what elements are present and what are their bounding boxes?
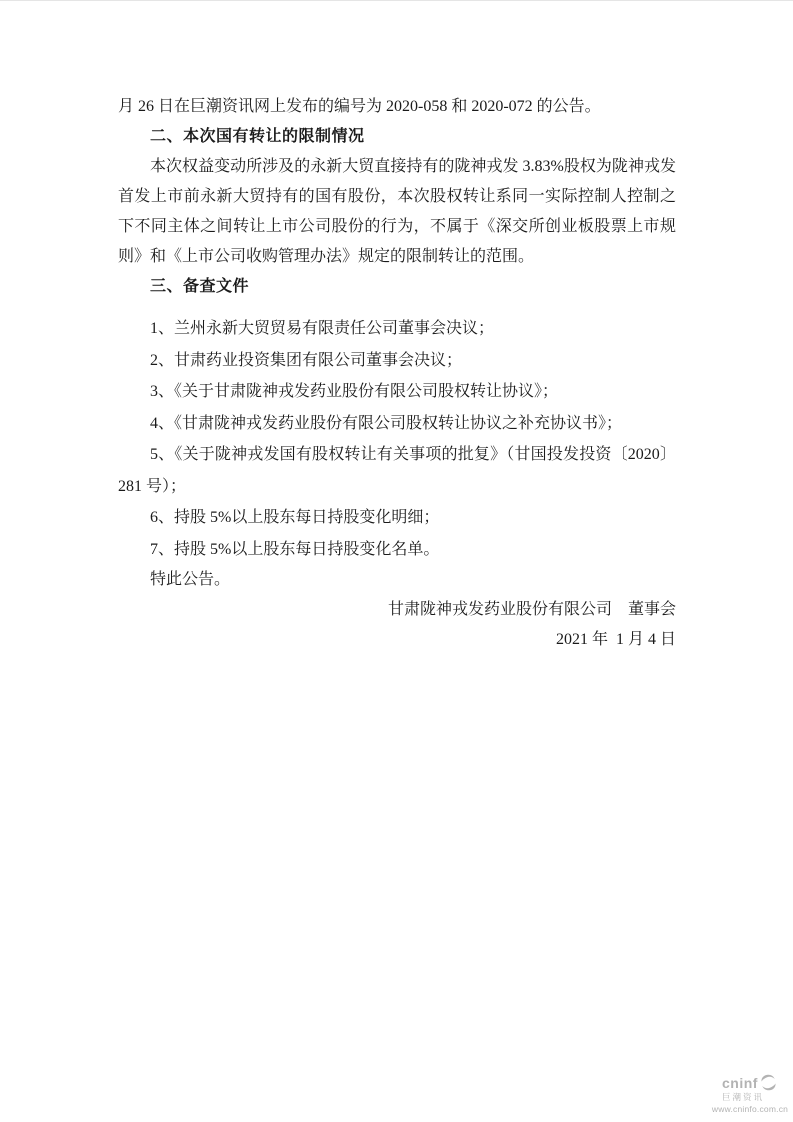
closing-statement: 特此公告。 xyxy=(150,571,231,588)
section-3-heading: 三、备查文件 xyxy=(150,278,250,295)
cninfo-swirl-icon xyxy=(759,1073,778,1092)
cninfo-logo-text: cninf xyxy=(722,1074,758,1091)
list-item-7: 7、持股 5%以上股东每日持股变化名单。 xyxy=(150,540,440,558)
reference-document-list xyxy=(118,313,676,565)
signature-company: 甘肃陇神戎发药业股份有限公司 董事会 xyxy=(387,601,676,618)
cninfo-url: www.cninfo.com.cn xyxy=(711,1103,789,1114)
list-item-3: 3、《关于甘肃陇神戎发药业股份有限公司股权转让协议》； xyxy=(150,383,559,400)
section-2-paragraph: 本次权益变动所涉及的永新大贸直接持有的陇神戎发 3.83%股权为陇神戎发首发上市前永新大贸持有的国有股份，本次股权转让系同一实际控制人控制之下不同主体之间转让上市公司股份的行为，不属于《深交所创业板股票上市规则》和《上市公司收购管理办法》规定的限制转让的范围。 xyxy=(118,158,676,265)
intro-continuation-line: 月 26 日在巨潮资讯网上发布的编号为 2020-058 和 2020-072 的公告。 xyxy=(118,98,601,115)
list-item-2: 2、甘肃药业投资集团有限公司董事会决议； xyxy=(150,351,463,369)
list-item-1: 1、兰州永新大贸贸易有限责任公司董事会决议； xyxy=(150,320,495,337)
section-2-heading: 二、本次国有转让的限制情况 xyxy=(150,128,365,145)
cninfo-brand-cn: 巨潮资讯 xyxy=(721,1092,764,1102)
list-item-4: 4、《甘肃陇神戎发药业股份有限公司股权转让协议之补充协议书》； xyxy=(150,414,623,432)
signature-date: 2021 年 1 月 4 日 xyxy=(555,631,676,648)
announcement-body xyxy=(118,92,676,655)
list-item-5: 5、《关于陇神戎发国有股权转让有关事项的批复》（甘国投发投资〔2020〕281 号）； xyxy=(118,446,676,495)
list-item-6: 6、持股 5%以上股东每日持股变化明细； xyxy=(150,509,440,526)
cninfo-watermark xyxy=(710,1073,790,1113)
cninfo-logo-row xyxy=(710,1073,790,1092)
